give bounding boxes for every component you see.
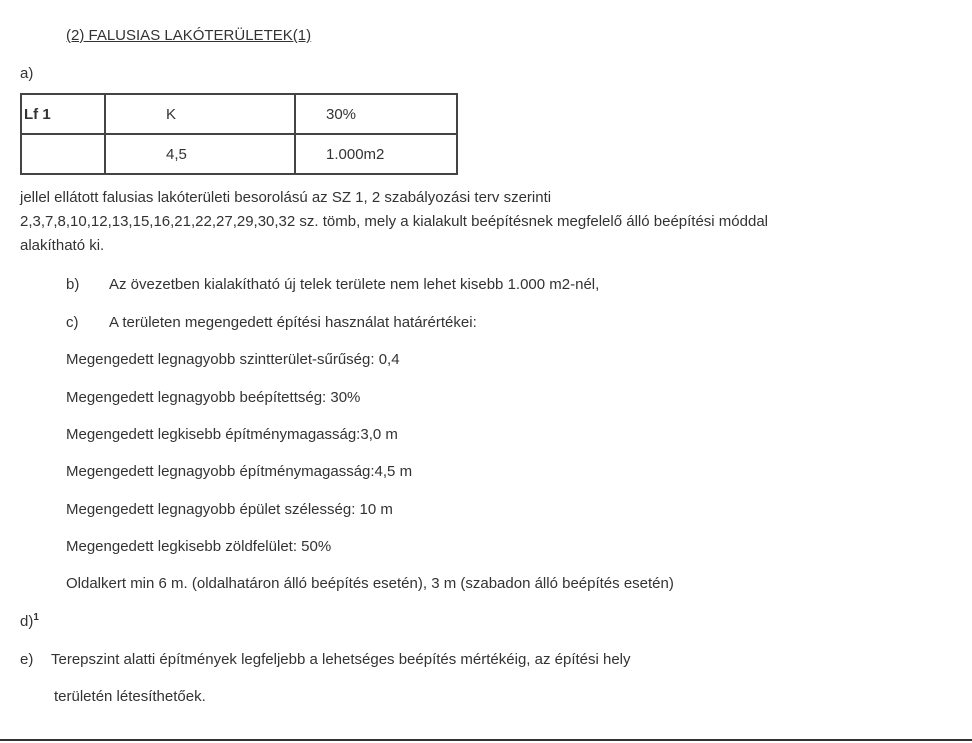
footnote-marker[interactable]: 1 [33,612,39,623]
paragraph-a-label: a) [20,65,34,82]
table-cell: Lf 1 [21,94,105,134]
paragraph-c-text: A területen megengedett építési használat határértékei: [109,314,477,331]
table-cell: 30% [295,94,457,134]
section-heading [66,27,311,44]
table-row [21,134,457,174]
table-cell: K [105,94,295,134]
paragraph-line: jellel ellátott falusias lakóterületi besorolású az SZ 1, 2 szabályozási terv szerinti [20,189,552,206]
paragraph-d-label: d) [20,613,34,630]
paragraph-e-text-line2: területén létesíthetőek. [54,688,206,705]
limit-item: Megengedett legkisebb építménymagasság:3,0 m [66,426,398,443]
limit-item: Megengedett legnagyobb építménymagasság:4,5 m [66,463,413,480]
paragraph-b-label: b) [66,276,80,293]
paragraph-d [20,612,39,630]
paragraph-line: alakítható ki. [20,237,105,254]
limit-item: Megengedett legnagyobb beépítettség: 30% [66,389,361,406]
limit-item: Megengedett legkisebb zöldfelület: 50% [66,538,332,555]
paragraph-e-text-line1: Terepszint alatti építmények legfeljebb a lehetséges beépítés mértékéig, az építési hely [51,651,631,668]
table-row [21,94,457,134]
zone-table [20,93,458,175]
paragraph-e-label: e) [20,651,34,668]
paragraph-b-text: Az övezetben kialakítható új telek területe nem lehet kisebb 1.000 m2-nél, [109,276,600,293]
paragraph-c-label: c) [66,314,79,331]
paragraph-line: 2,3,7,8,10,12,13,15,16,21,22,27,29,30,32 sz. tömb, mely a kialakult beépítésnek megfelelő álló beépítési móddal [20,213,769,230]
bottom-divider [0,739,972,741]
table-cell: 1.000m2 [295,134,457,174]
section-heading-text: (2) FALUSIAS LAKÓTERÜLETEK [66,27,293,44]
table-cell: 4,5 [105,134,295,174]
paragraph-a-text [20,186,960,258]
limit-item: Oldalkert min 6 m. (oldalhatáron álló beépítés esetén), 3 m (szabadon álló beépítés esetén) [66,575,674,592]
footnote-link[interactable]: (1) [292,27,312,44]
table-cell [21,134,105,174]
limit-item: Megengedett legnagyobb épület szélesség: 10 m [66,501,393,518]
limit-item: Megengedett legnagyobb szintterület-sűrűség: 0,4 [66,351,400,368]
